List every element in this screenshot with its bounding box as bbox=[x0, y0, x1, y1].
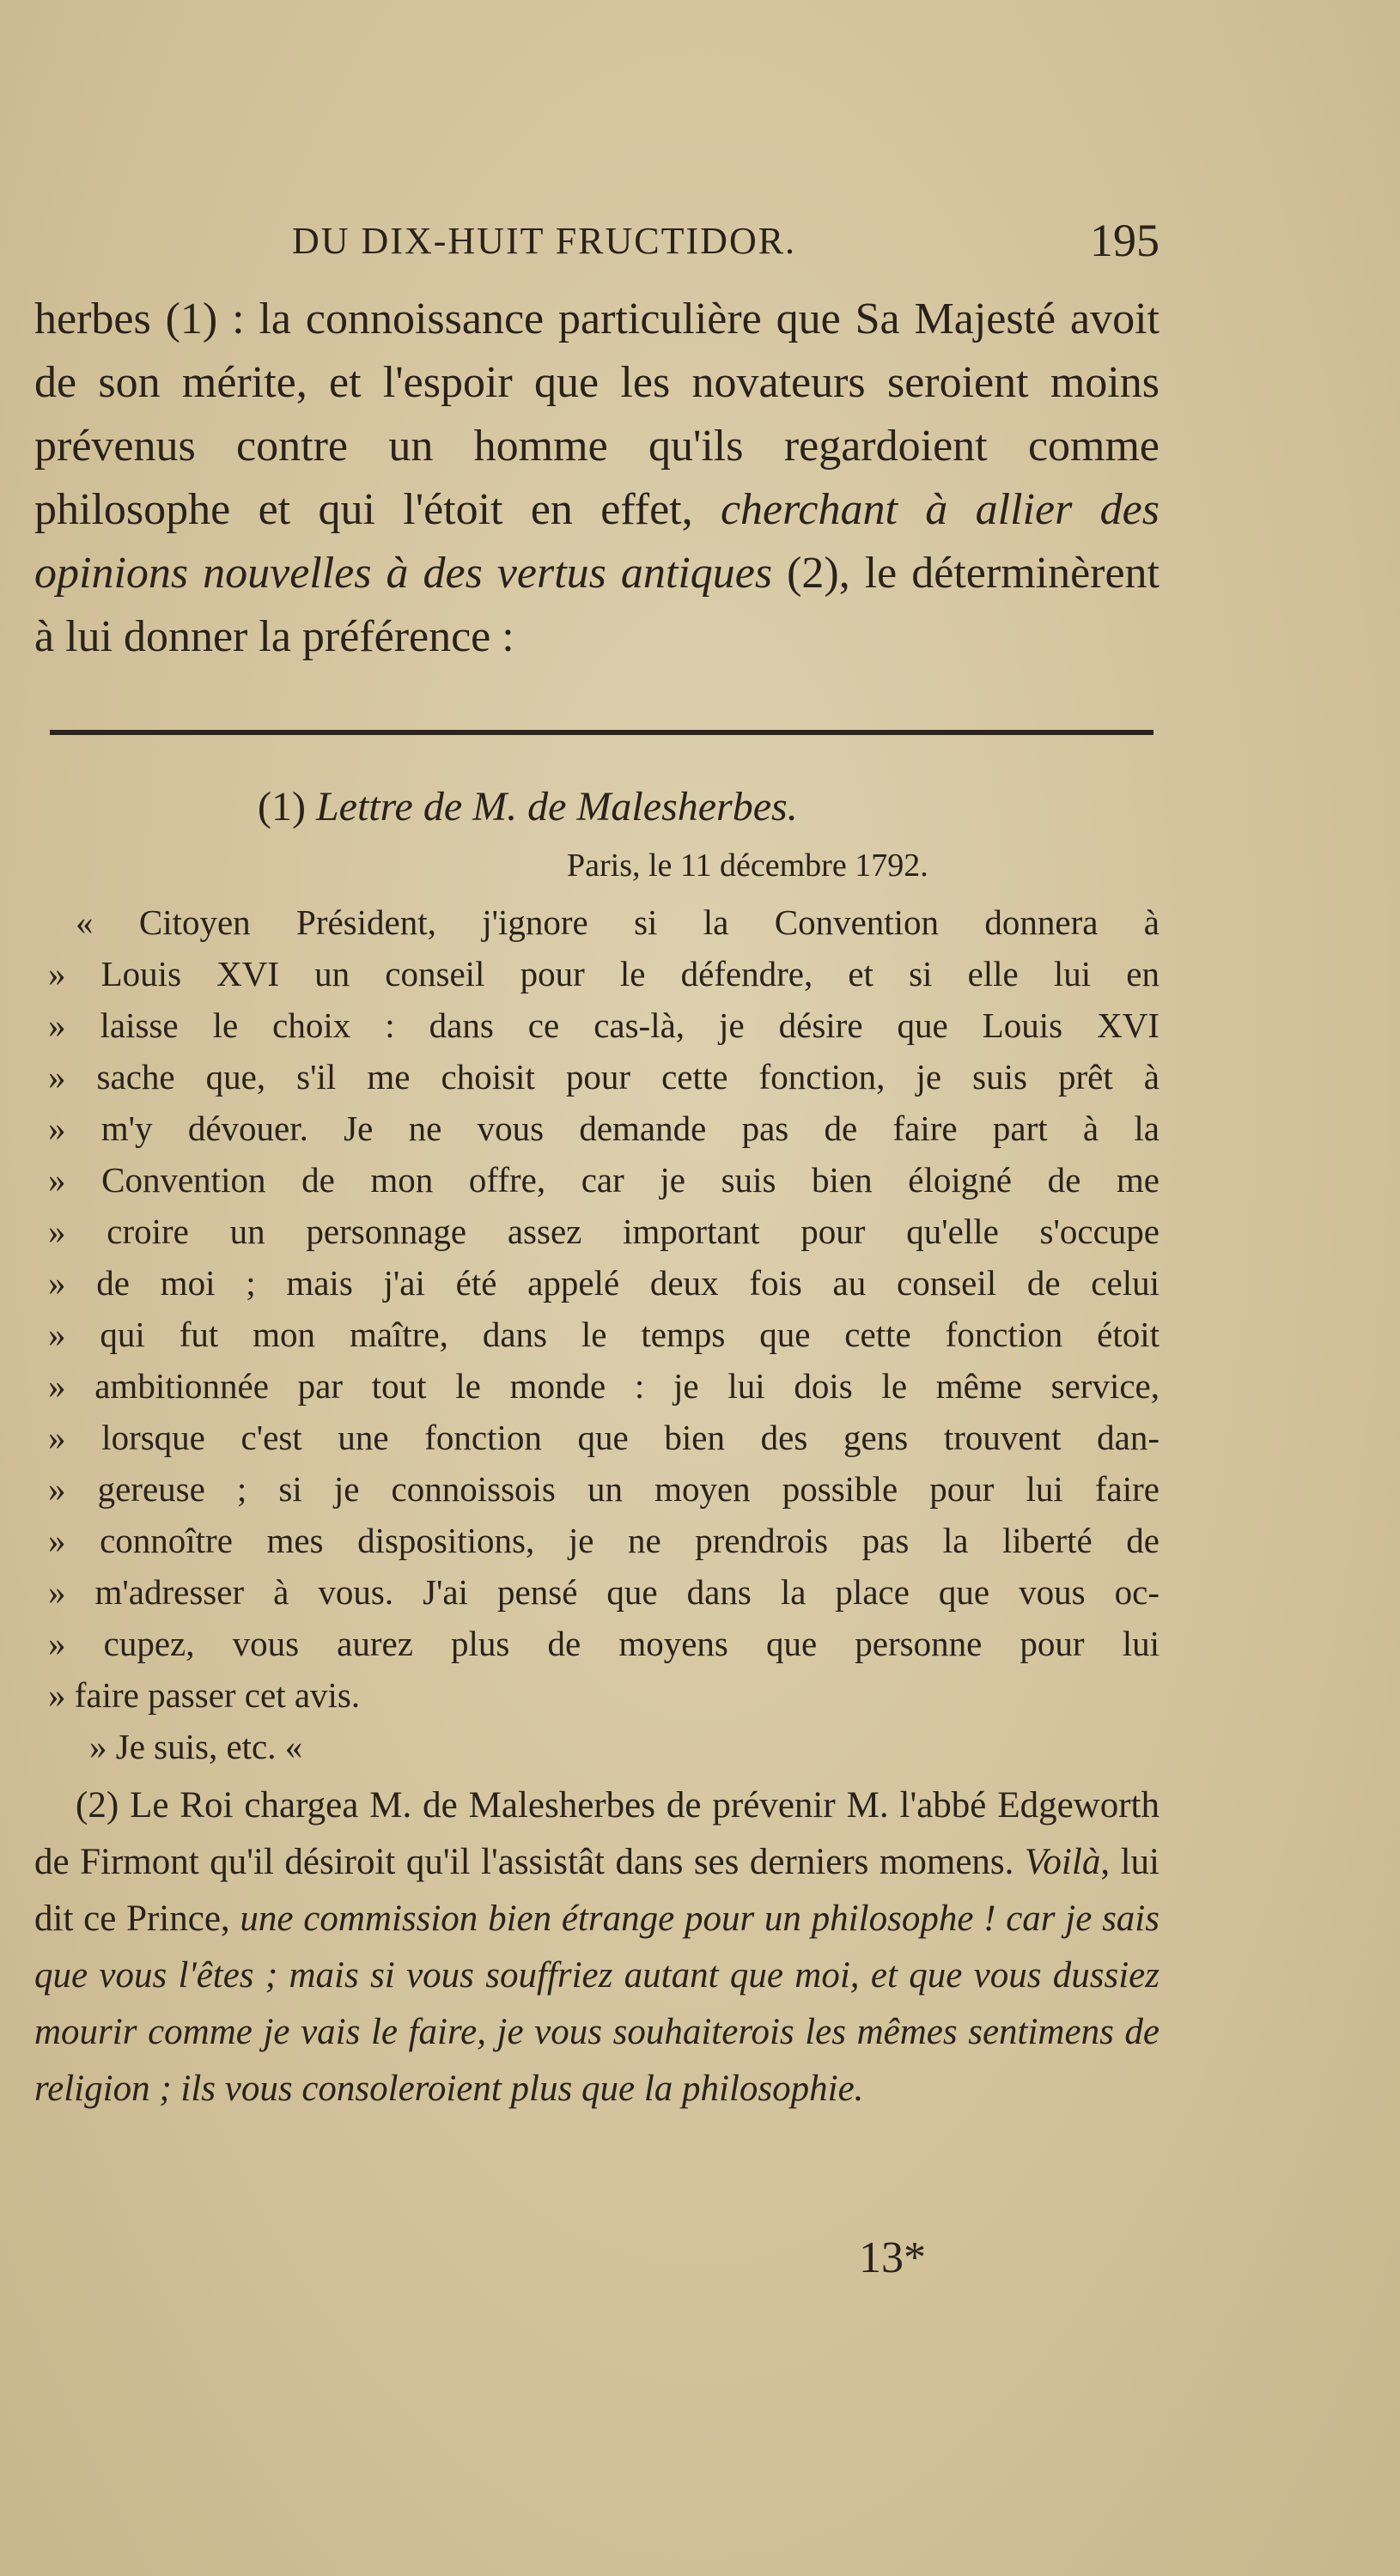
main-text-italic-quote: cherchant à allier des opinions nouvelles à des vertus antiques bbox=[34, 485, 1160, 598]
letter-line: » qui fut mon maître, dans le temps que cette fonction étoit bbox=[48, 1315, 1160, 1354]
note1-marker: (1) bbox=[258, 784, 306, 829]
letter-line: « Citoyen Président, j'ignore si la Convention donnera à bbox=[76, 902, 1160, 942]
note2-italic2: une commission bien étrange pour un philosophe ! car je sais que vous l'êtes ; mais si vous souffriez autant que moi, et que vous dussiez mourir comme je vais le faire, je vous souhaiterois les mêmes sentimens de religion ; ils vous consoleroient plus que la philosophie. bbox=[34, 1899, 1160, 2109]
footnote-rule bbox=[50, 730, 1153, 735]
main-paragraph bbox=[34, 288, 1160, 669]
running-title: DU DIX-HUIT FRUCTIDOR. bbox=[292, 220, 797, 262]
note1-title-text: Lettre de M. de Malesherbes. bbox=[315, 784, 798, 829]
note2-paragraph bbox=[34, 1777, 1160, 2117]
letter-line: » m'adresser à vous. J'ai pensé que dans la place que vous oc- bbox=[48, 1572, 1160, 1612]
signature-mark: 13* bbox=[859, 2233, 926, 2282]
letter-line: » Louis XVI un conseil pour le défendre, et si elle lui en bbox=[48, 954, 1160, 993]
main-text-part3: (2), le déterminèrent à lui donner la préférence : bbox=[34, 549, 1160, 661]
letter-line: » connoître mes dispositions, je ne prendrois pas la liberté de bbox=[48, 1521, 1160, 1560]
letter-line: » laisse le choix : dans ce cas-là, je désire que Louis XVI bbox=[48, 1005, 1160, 1045]
note1-dateline: Paris, le 11 décembre 1792. bbox=[567, 848, 928, 884]
letter-line: » sache que, s'il me choisit pour cette fonction, je suis prêt à bbox=[48, 1057, 1160, 1097]
letter-line: » faire passer cet avis. bbox=[48, 1675, 361, 1715]
letter-line: » ambitionnée par tout le monde : je lui dois le même service, bbox=[48, 1366, 1160, 1406]
letter-line: » de moi ; mais j'ai été appelé deux fois au conseil de celui bbox=[48, 1263, 1160, 1303]
footnotes bbox=[34, 781, 1160, 2117]
letter-line: » lorsque c'est une fonction que bien des gens trouvent dan- bbox=[48, 1418, 1160, 1457]
note2-mid: , lui dit ce Prince, bbox=[34, 1842, 1160, 1939]
letter-line: » m'y dévouer. Je ne vous demande pas de faire part à la bbox=[48, 1109, 1160, 1148]
letter-signoff: » Je suis, etc. « bbox=[89, 1727, 303, 1766]
note2-lead: (2) Le Roi chargea M. de Malesherbes de prévenir M. l'abbé Edgeworth de Firmont qu'il désiroit qu'il l'assistât dans ses derniers momens. bbox=[34, 1785, 1160, 1882]
note1-title bbox=[34, 781, 1160, 833]
letter-line: » croire un personnage assez important pour qu'elle s'occupe bbox=[48, 1212, 1160, 1251]
note2-italic1: Voilà bbox=[1024, 1842, 1101, 1882]
page-number: 195 bbox=[1090, 215, 1160, 266]
letter-line: » gereuse ; si je connoissois un moyen possible pour lui faire bbox=[48, 1469, 1160, 1509]
main-text bbox=[34, 288, 1160, 669]
letter-line: » Convention de mon offre, car je suis bien éloigné de me bbox=[48, 1160, 1160, 1200]
main-text-part1: herbes (1) : la connoissance particulière que Sa Majesté avoit de son mérite, et l'espoir que les novateurs seroient moins prévenus contre un homme qu'ils regardoient comme philosophe et qui l'étoit en effet, bbox=[34, 295, 1160, 534]
page-header bbox=[283, 210, 1168, 279]
letter-line: » cupez, vous aurez plus de moyens que personne pour lui bbox=[48, 1624, 1160, 1663]
